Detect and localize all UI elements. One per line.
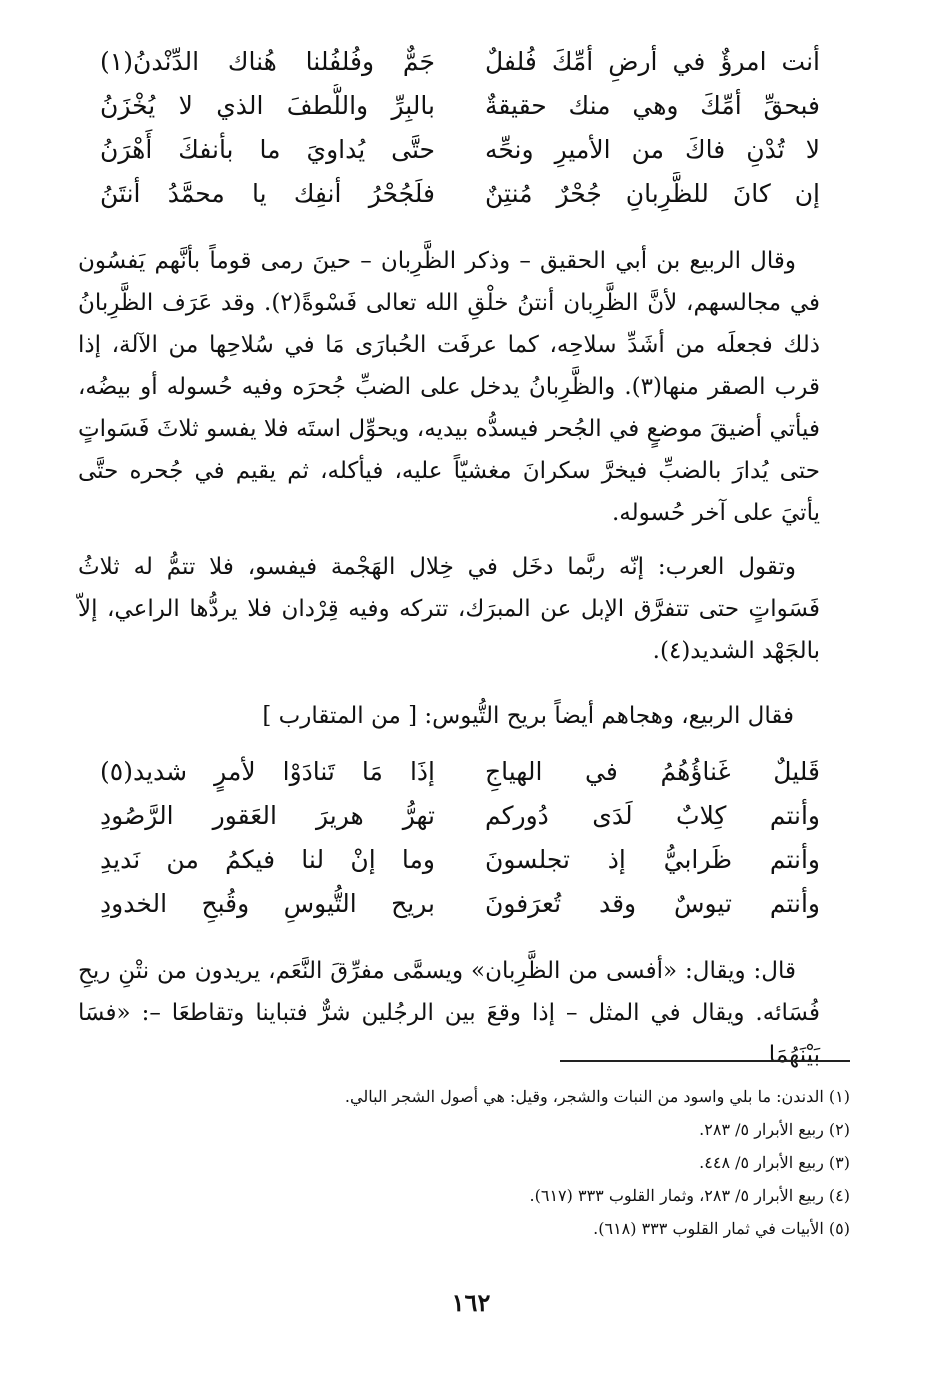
verse-first-half: أنت امرؤٌ في أرضِ أمِّكَ فُلفلٌ — [485, 47, 820, 76]
verse-second-half: بالبِرِّ واللُّطفَ الذي لا يُخْزَنُ — [100, 91, 435, 120]
poem-1 — [100, 40, 820, 216]
verse-second-half: حتَّى يُداويَ ما بأنفكَ أَهْرَنُ — [100, 135, 435, 164]
paragraph: وقال الربيع بن أبي الحقيق – وذكر الظَّرِبان – حينَ رمى قوماً بأنَّهم يَفسُون في مجالسهم، لأنَّ الظَّرِبان أنتنُ خلْقِ الله تعالى فَسْوةً(٢). وقد عَرَف الظَّرِبانُ ذلك فجعلَه من أشَدِّ سلاحِه، كما عرفَت الحُبارَى مَا في سُلاحِها من الآلة، إذا قرب الصقر منها(٣). والظَّرِبانُ يدخل على الضبِّ جُحرَه وفيه حُسوله أو بيضُه، فيأتي أضيقَ موضعٍ في الجُحر فيسدُّه بيديه، ويحوِّل استَه فلا يفسو ثلاثَ فَسَواتٍ حتى يُدارَ بالضبِّ فيخرَّ سكرانَ مغشيّاً عليه، فيأكله، ثم يقيم في جُحره حتَّى يأتيَ على آخر حُسوله. — [78, 248, 820, 526]
prose-section-1 — [78, 240, 820, 672]
paragraph: وتقول العرب: إنّه ربَّما دخَل في خِلال الهَجْمة فيفسو، فلا تتمُّ له ثلاثُ فَسَواتٍ حتى تتفرَّق الإبل عن المبرَك، تتركه وفيه قِرْدان فلا يردُّها الراعي، إلاّ بالجَهْد الشديد(٤). — [78, 554, 820, 664]
verse-first-half: وأنتم ظَرابيُّ إذ تجلسونَ — [485, 845, 820, 874]
verse-second-half: وما إنْ لنا فيكمُ من نَديدِ — [100, 845, 435, 874]
verse-second-half: إذَا مَا تَنادَوْا لأمرٍ شديد(٥) — [100, 757, 435, 786]
footnote-5: (٥) الأبيات في ثمار القلوب ٣٣٣ (٦١٨). — [593, 1219, 850, 1238]
verse-first-half: إن كانَ للظَّرِبانِ جُحْرٌ مُنتِنٌ — [485, 179, 820, 208]
prose-section-2 — [78, 950, 820, 1076]
footnotes — [100, 1080, 850, 1245]
footnote-4: (٤) ربيع الأبرار ٥/ ٢٨٣، وثمار القلوب ٣٣٣ (٦١٧). — [529, 1186, 850, 1205]
footnote-1: (١) الدندن: ما بلي واسود من النبات والشجر، وقيل: هي أصول الشجر البالي. — [344, 1087, 850, 1106]
verse-second-half: تهرُّ هريرَ العَقور الرَّصُودِ — [100, 801, 435, 830]
verse-1 — [100, 750, 820, 794]
verse-4 — [100, 172, 820, 216]
poem-2 — [100, 750, 820, 926]
verse-first-half: وأنتم كِلابٌ لَدَى دُوركم — [485, 801, 820, 830]
verse-second-half: جَمٌّ وفُلفُلنا هُناك الدِّنْدنُ(١) — [100, 47, 435, 76]
verse-first-half: قَليلٌ غَناؤُهُمُ في الهياجِ — [485, 757, 820, 786]
verse-1 — [100, 40, 820, 84]
verse-4 — [100, 882, 820, 926]
verse-first-half: فبحقِّ أمِّكَ وهي منك حقيقةٌ — [485, 91, 820, 120]
verse-first-half: لا تُدْنِ فاكَ من الأميرِ ونحِّه — [485, 135, 820, 164]
verse-second-half: بريح التُّيوسِ وقُبحِ الخدودِ — [100, 889, 435, 918]
footnote-separator — [560, 1060, 850, 1062]
verse-3 — [100, 838, 820, 882]
verse-2 — [100, 84, 820, 128]
footnote-2: (٢) ربيع الأبرار ٥/ ٢٨٣. — [699, 1120, 850, 1139]
page-number: ١٦٢ — [451, 1288, 491, 1317]
paragraph: قال: ويقال: «أفسى من الظَّرِبان» ويسمَّى مفرِّقَ النَّعَم، يريدون من نتْنِ ريحِ فُسَائه. ويقال في المثل – إذا وقعَ بين الرجُلين شرٌّ فتباينا وتقاطعَا –: «فسَا بَيْنَهُمَا — [78, 958, 820, 1068]
verse-2 — [100, 794, 820, 838]
poem-intro: فقال الربيع، وهجاهم أيضاً بريح التُّيوس: [ من المتقارب ] — [262, 703, 794, 729]
verse-3 — [100, 128, 820, 172]
verse-second-half: فلَجُحْرُ أنفِك يا محمَّدُ أنتَنُ — [100, 179, 435, 208]
verse-first-half: وأنتم تيوسٌ وقد تُعرَفونَ — [485, 889, 820, 918]
footnote-3: (٣) ربيع الأبرار ٥/ ٤٤٨. — [699, 1153, 850, 1172]
